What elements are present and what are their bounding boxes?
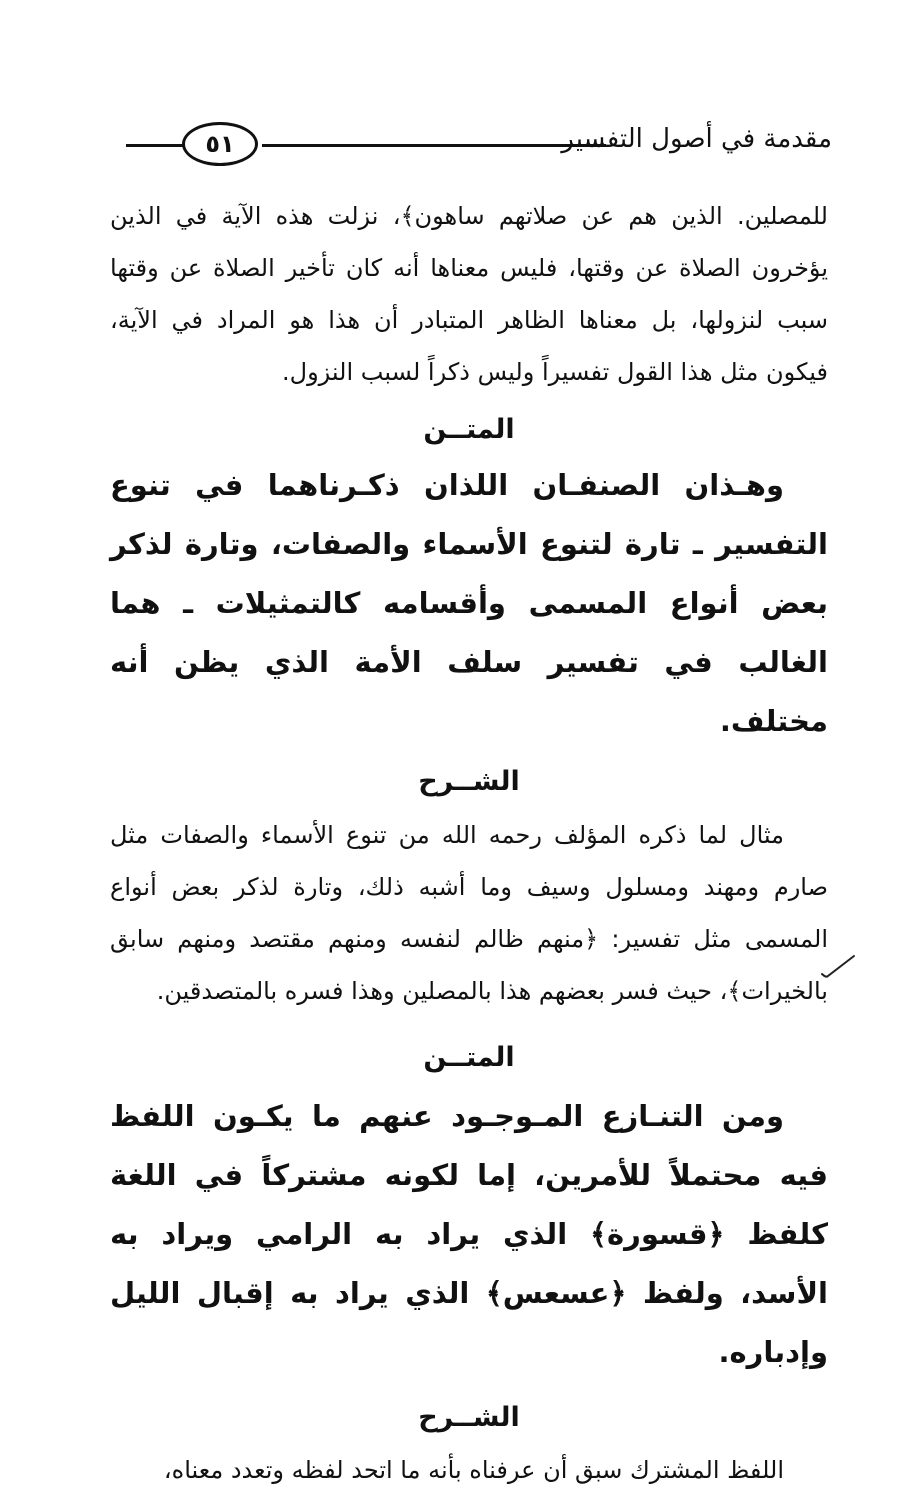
running-title: مقدمة في أصول التفسير (561, 124, 832, 154)
header-rule-middle (262, 144, 606, 147)
section-heading-sharh: الشــرح (418, 1402, 520, 1433)
section-heading-matn: المتــن (423, 1042, 515, 1073)
section-heading-sharh: الشــرح (418, 766, 520, 797)
commentary-paragraph: مثال لما ذكره المؤلف رحمه الله من تنوع الأسماء والصفات مثل صارم ومهند ومسلول وسيف وما أشبه ذلك، وتارة لذكر بعض أنواع المسمى مثل تفسير: ﴿منهم ظالم لنفسه ومنهم مقتصد ومنهم سابق بالخيرات﴾، حيث فسر بعضهم هذا بالمصلين وهذا فسره بالمتصدقين. (110, 821, 828, 1005)
page-header (120, 118, 832, 168)
section-heading-matn: المتــن (423, 414, 515, 445)
base-text-paragraph: ومن التنـازع المـوجـود عنهم ما يكـون اللفظ فيه محتملاً للأمرين، إما لكونه مشتركاً في اللغة كلفظ ﴿قسورة﴾ الذي يراد به الرامي ويراد به الأسد، ولفظ ﴿عسعس﴾ الذي يراد به إقبال الليل وإدباره. (110, 1099, 828, 1369)
page-number: ٥١ (182, 122, 258, 166)
header-rule-left (126, 144, 184, 147)
commentary-paragraph: للمصلين. الذين هم عن صلاتهم ساهون﴾، نزلت هذه الآية في الذين يؤخرون الصلاة عن وقتها، فليس معناها أنه كان تأخير الصلاة عن وقتها سبب لنزولها، بل معناها الظاهر المتبادر أن هذا هو المراد في الآية، فيكون مثل هذا القول تفسيراً وليس ذكراً لسبب النزول. (110, 202, 828, 386)
page-body (110, 190, 828, 1496)
base-text-paragraph: وهـذان الصنفـان اللذان ذكـرناهما في تنوع التفسير ـ تارة لتنوع الأسماء والصفات، وتارة لذكر بعض أنواع المسمى وأقسامه كالتمثيلات ـ هما الغالب في تفسير سلف الأمة الذي يظن أنه مختلف. (110, 468, 828, 738)
commentary-paragraph: اللفظ المشترك سبق أن عرفناه بأنه ما اتحد لفظه وتعدد معناه، (163, 1456, 784, 1484)
handwritten-check-mark-icon (818, 952, 858, 990)
